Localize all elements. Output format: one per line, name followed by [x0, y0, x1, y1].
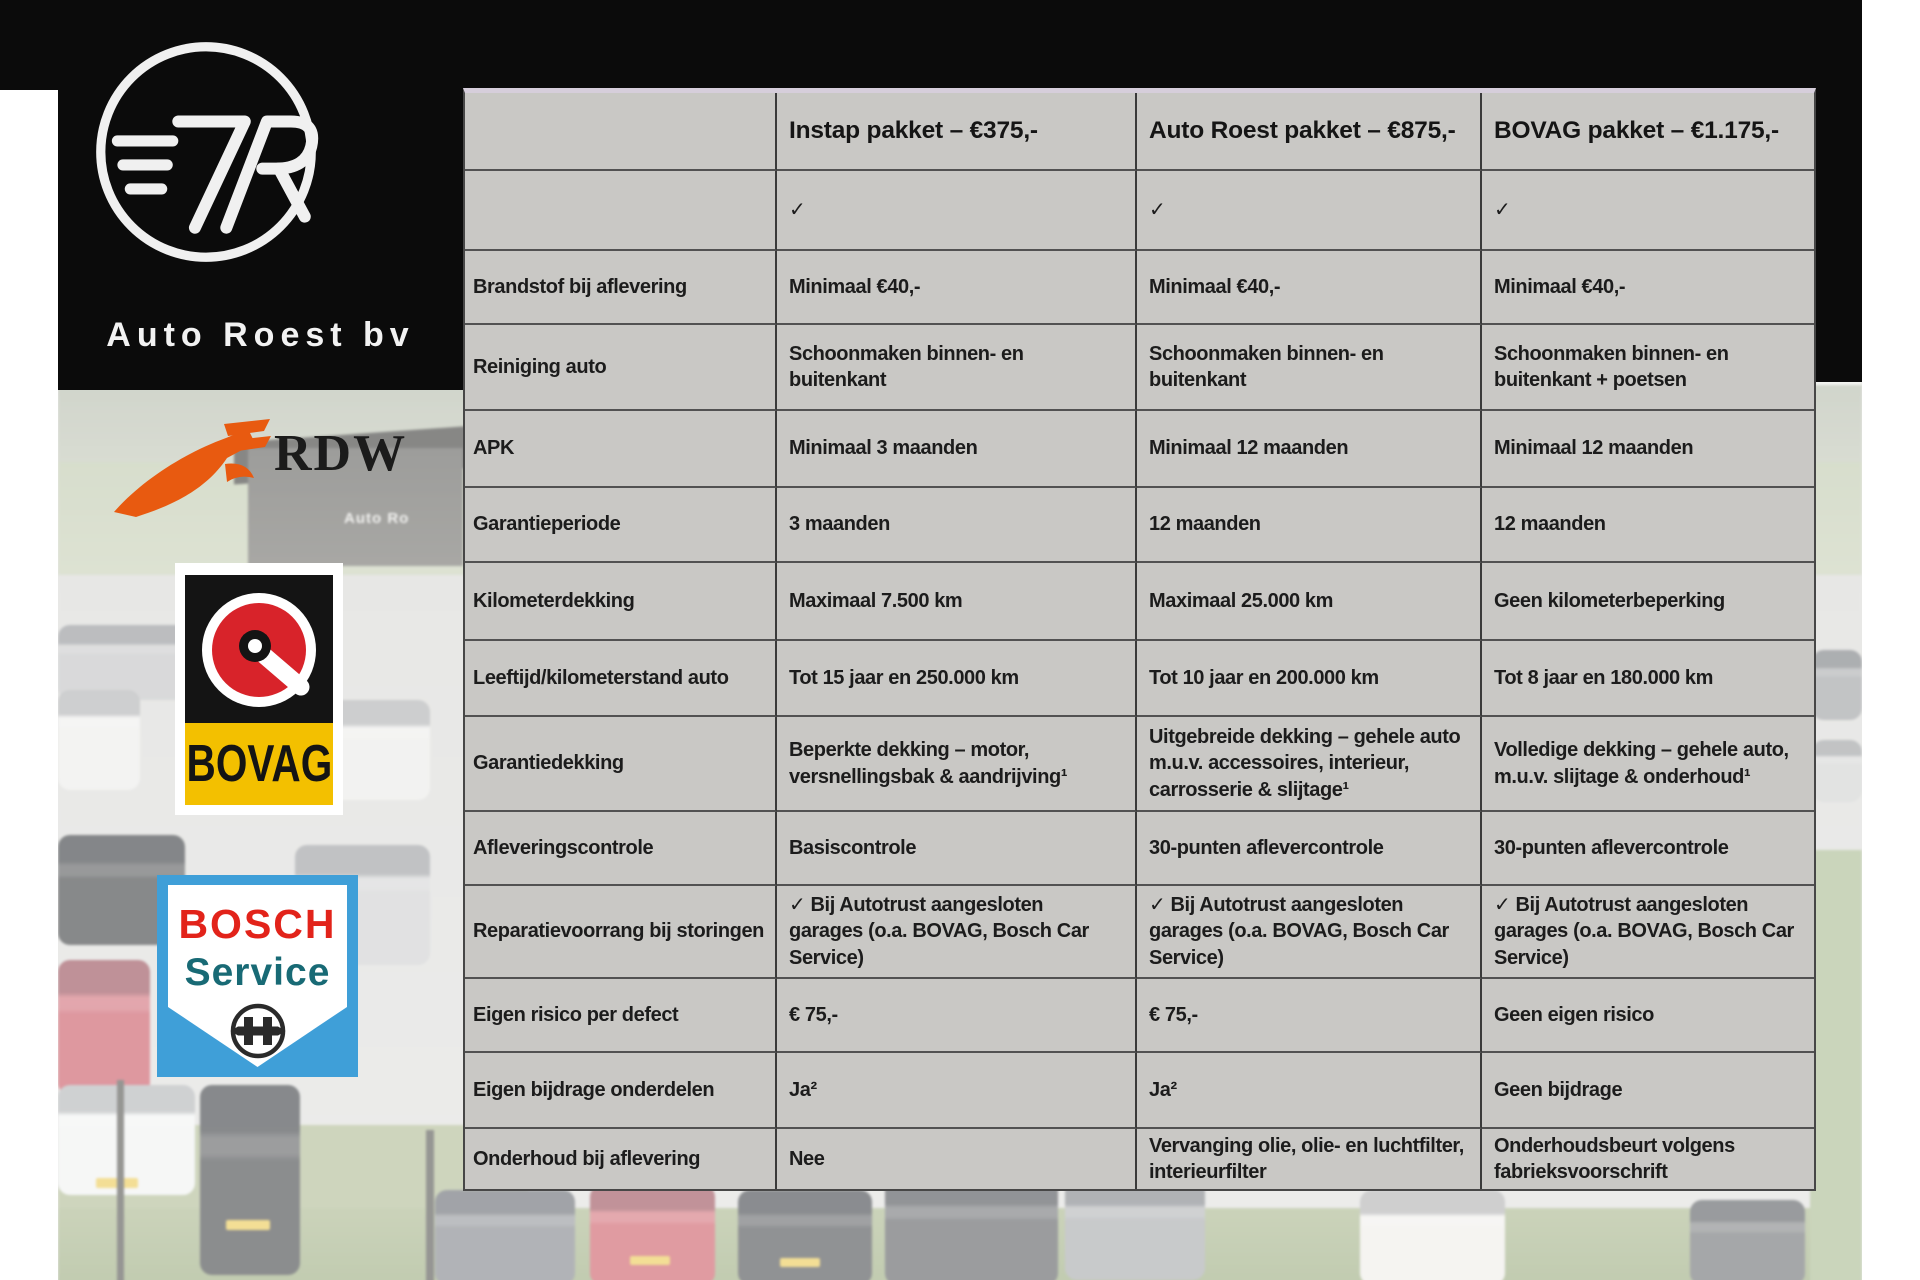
rdw-wing-icon — [108, 418, 273, 530]
rdw-logo — [108, 418, 408, 533]
bovag-logo — [175, 563, 343, 815]
table-cell: Beperkte dekking – motor, versnellingsbak & aandrijving¹ — [777, 717, 1137, 812]
column-header: Instap pakket – €375,- — [777, 93, 1137, 171]
row-label: APK — [465, 411, 777, 488]
bosch-armature-icon — [226, 999, 290, 1063]
table-cell: Maximaal 25.000 km — [1137, 563, 1482, 641]
table-cell: € 75,- — [1137, 979, 1482, 1053]
right-black-patch — [1812, 0, 1862, 382]
table-cell: Geen eigen risico — [1482, 979, 1814, 1053]
table-cell: Ja² — [777, 1053, 1137, 1129]
table-cell: Ja² — [1137, 1053, 1482, 1129]
row-label: Leeftijd/kilometerstand auto — [465, 641, 777, 717]
auto-roest-logo — [58, 0, 463, 390]
row-label — [465, 171, 777, 251]
rdw-wordmark: RDW — [274, 425, 408, 482]
table-cell: Minimaal 3 maanden — [777, 411, 1137, 488]
table-cell: Uitgebreide dekking – gehele auto m.u.v. accessoires, interieur, carrosserie & slijtage¹ — [1137, 717, 1482, 812]
table-cell: Minimaal €40,- — [1137, 251, 1482, 325]
table-cell: Vervanging olie, olie- en luchtfilter, interieurfilter — [1137, 1129, 1482, 1189]
table-cell: Minimaal 12 maanden — [1482, 411, 1814, 488]
auto-roest-7r-icon — [86, 22, 326, 282]
table-cell: € 75,- — [777, 979, 1137, 1053]
table-cell: Schoonmaken binnen- en buitenkant — [1137, 325, 1482, 411]
table-cell: Maximaal 7.500 km — [777, 563, 1137, 641]
table-cell: ✓ — [1137, 171, 1482, 251]
table-cell: ✓ — [777, 171, 1137, 251]
company-name: Auto Roest bv — [106, 316, 415, 354]
column-header: BOVAG pakket – €1.175,- — [1482, 93, 1814, 171]
bovag-wordmark: BOVAG — [186, 735, 332, 793]
bovag-wordmark-band — [185, 723, 333, 805]
table-cell: Minimaal €40,- — [777, 251, 1137, 325]
table-corner-cell — [465, 93, 777, 171]
table-cell: 30-punten aflevercontrole — [1137, 812, 1482, 886]
table-cell: 30-punten aflevercontrole — [1482, 812, 1814, 886]
table-cell: ✓ Bij Autotrust aangesloten garages (o.a. BOVAG, Bosch Car Service) — [777, 886, 1137, 979]
row-label: Brandstof bij aflevering — [465, 251, 777, 325]
row-label: Garantieperiode — [465, 488, 777, 563]
table-cell: Onderhoudsbeurt volgens fabrieksvoorschrift — [1494, 1134, 1735, 1183]
table-cell: Nee — [777, 1129, 1137, 1189]
row-label: Garantiedekking — [465, 717, 777, 812]
table-cell: Schoonmaken binnen- en buitenkant — [777, 325, 1137, 411]
table-cell: ✓ — [1482, 171, 1814, 251]
table-cell: ✓ Bij Autotrust aangesloten garages (o.a. BOVAG, Bosch Car Service) — [1137, 886, 1482, 979]
table-cell: Tot 10 jaar en 200.000 km — [1137, 641, 1482, 717]
table-cell: Tot 15 jaar en 250.000 km — [777, 641, 1137, 717]
table-cell: Volledige dekking – gehele auto, m.u.v. slijtage & onderhoud¹ — [1482, 717, 1814, 812]
row-label: Afleveringscontrole — [465, 812, 777, 886]
row-label: Reiniging auto — [465, 325, 777, 411]
row-label: Onderhoud bij aflevering — [465, 1129, 777, 1189]
building-sign: Auto Ro — [344, 510, 410, 527]
row-label: Eigen bijdrage onderdelen — [465, 1053, 777, 1129]
row-label: Eigen risico per defect — [465, 979, 777, 1053]
bovag-key-icon — [185, 575, 333, 723]
table-cell: 3 maanden — [777, 488, 1137, 563]
bosch-service-logo — [157, 875, 358, 1077]
table-cell: Basiscontrole — [777, 812, 1137, 886]
row-label: Kilometerdekking — [465, 563, 777, 641]
bosch-wordmark: BOSCH — [178, 901, 337, 947]
table-cell: Geen bijdrage — [1482, 1053, 1814, 1129]
package-comparison-table — [463, 88, 1816, 1191]
table-cell: 12 maanden — [1482, 488, 1814, 563]
table-cell: Tot 8 jaar en 180.000 km — [1482, 641, 1814, 717]
row-label: Reparatievoorrang bij storingen — [465, 886, 777, 979]
table-cell: Minimaal €40,- — [1482, 251, 1814, 325]
table-cell: Geen kilometerbeperking — [1482, 563, 1814, 641]
table-cell: Minimaal 12 maanden — [1137, 411, 1482, 488]
table-cell: Schoonmaken binnen- en buitenkant + poetsen — [1482, 325, 1814, 411]
column-header: Auto Roest pakket – €875,- — [1137, 93, 1482, 171]
table-cell: 12 maanden — [1137, 488, 1482, 563]
bosch-service-wordmark: Service — [184, 951, 331, 994]
table-cell: ✓ Bij Autotrust aangesloten garages (o.a. BOVAG, Bosch Car Service) — [1482, 886, 1814, 979]
